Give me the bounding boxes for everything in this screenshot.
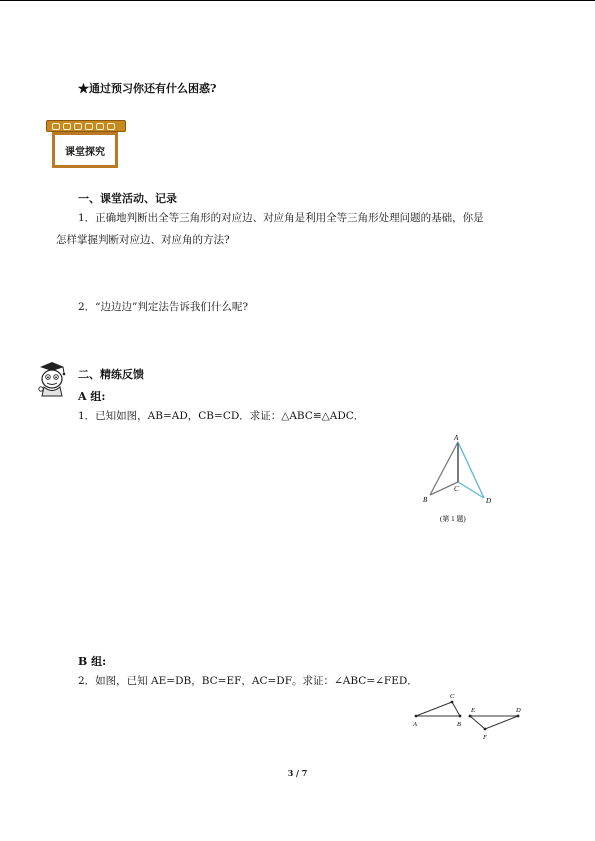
figure-1-caption: (第 1 题)	[440, 515, 466, 523]
badge-label: 课堂探究	[52, 132, 118, 168]
figure-1-diagram	[418, 432, 508, 527]
point-a	[415, 715, 418, 718]
label-a: A	[454, 434, 459, 442]
badge-ornament	[46, 120, 126, 132]
group-b-label: B 组:	[78, 655, 107, 668]
question-1-line-2: 怎样掌握判断对应边、对应角的方法?	[56, 234, 230, 246]
section1-title: 一、课堂活动、记录	[78, 192, 177, 205]
point-e	[469, 715, 472, 718]
point-b	[459, 715, 462, 718]
group-a-question-1: 1．已知如图，AB=AD，CB=CD．求证：△ABC≌△ADC．	[78, 410, 365, 422]
section-badge	[46, 120, 126, 170]
segment-cb	[452, 702, 460, 716]
segment-ac	[416, 702, 452, 716]
label-c: C	[454, 485, 459, 493]
label-f: F	[483, 734, 487, 741]
question-1-line-1: 1．正确地判断出全等三角形的对应边、对应角是利用全等三角形处理问题的基础，你是	[78, 212, 484, 224]
label-d: D	[486, 497, 492, 505]
top-border-line	[0, 0, 595, 1]
label-a: A	[413, 721, 417, 728]
doubt-heading: ★通过预习你还有什么困惑?	[78, 82, 217, 95]
label-d: D	[516, 707, 521, 714]
student-mascot-icon	[34, 360, 70, 398]
label-b: B	[423, 496, 428, 504]
figure-2-diagram	[408, 690, 533, 742]
point-c	[451, 701, 454, 704]
question-2: 2．“边边边”判定法告诉我们什么呢?	[78, 301, 249, 313]
segment-ef	[470, 716, 485, 729]
label-e: E	[471, 707, 475, 714]
point-d	[517, 715, 520, 718]
label-c: C	[450, 693, 455, 700]
section2-title: 二、精练反馈	[78, 368, 144, 381]
group-b-question-2: 2．如图，已知 AE=DB，BC=EF，AC=DF。求证：∠ABC=∠FED．	[78, 675, 418, 687]
segment-fd	[485, 716, 518, 729]
point-f	[484, 728, 487, 731]
page-number: 3 / 7	[287, 768, 308, 778]
label-b: B	[457, 721, 461, 728]
group-a-label: A 组:	[78, 390, 106, 403]
